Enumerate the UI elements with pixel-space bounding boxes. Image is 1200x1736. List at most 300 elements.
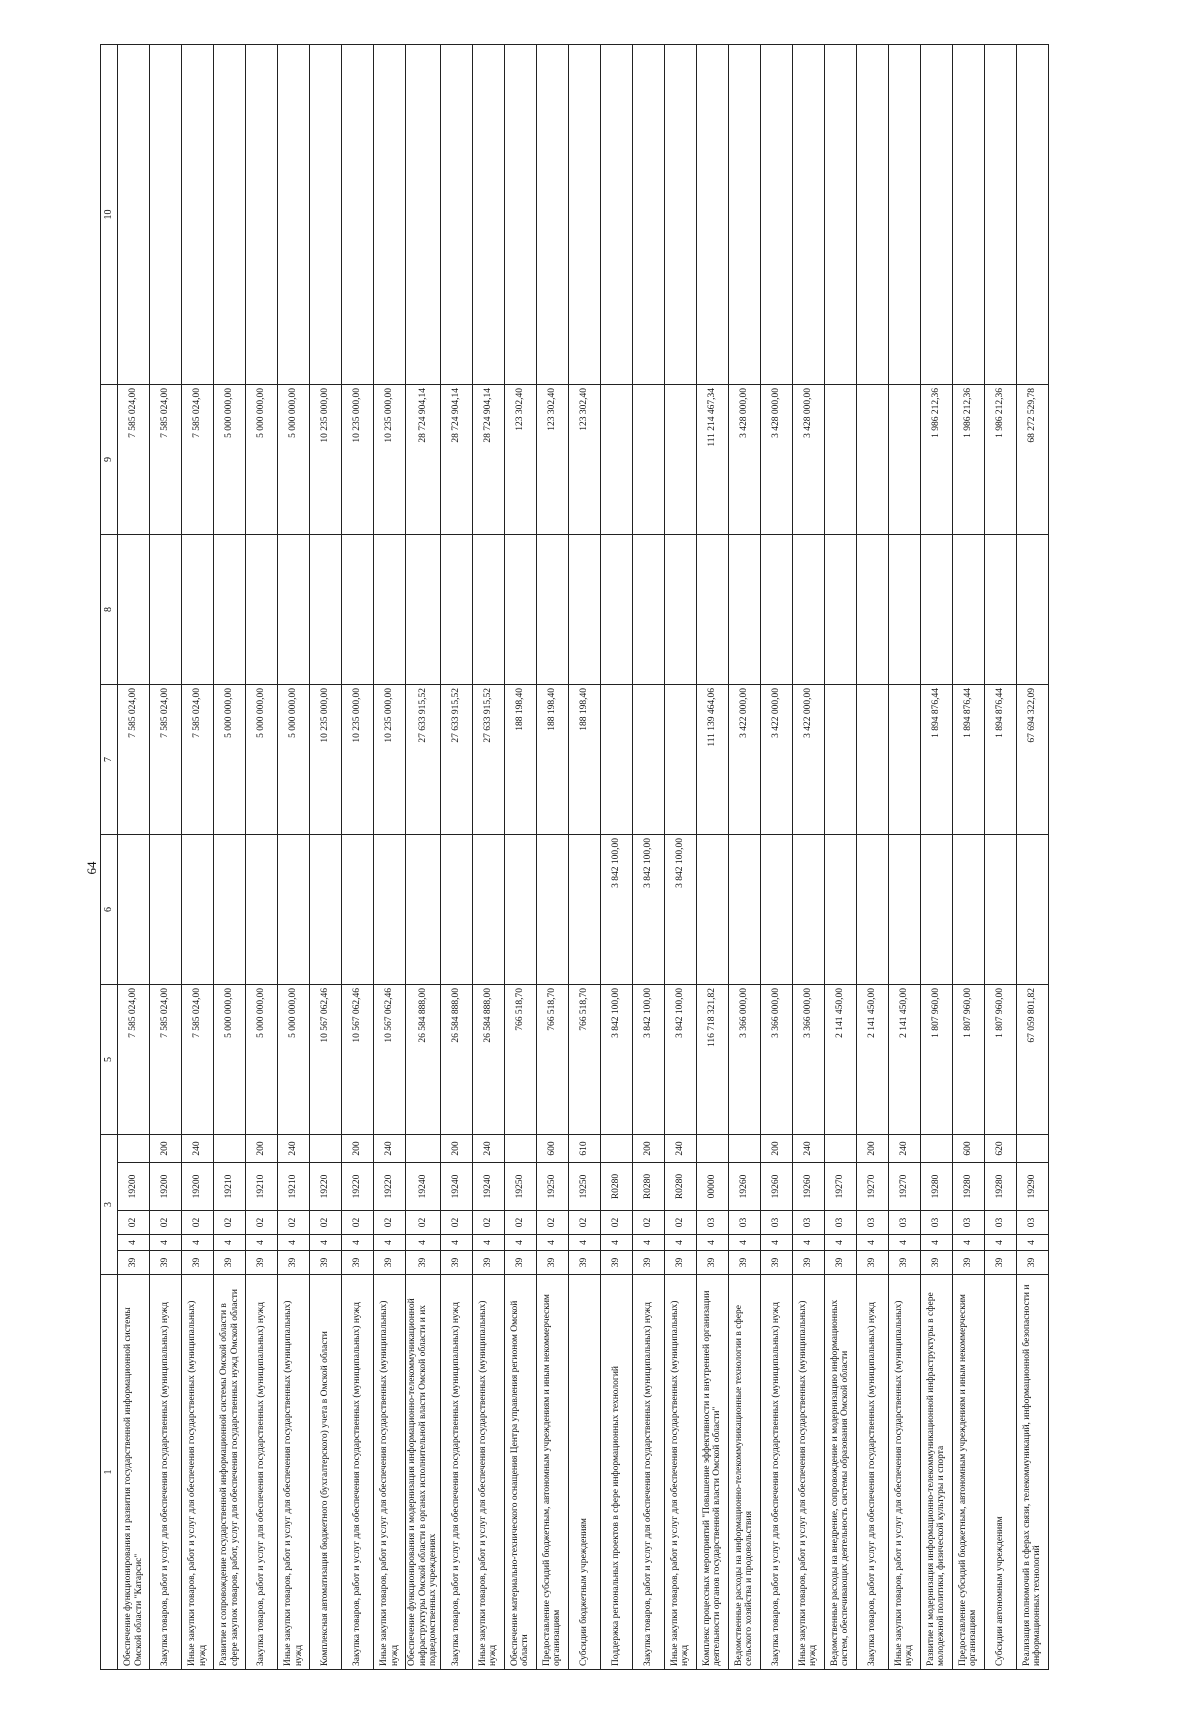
value-col6 [310, 834, 342, 984]
value-col9: 123 302,40 [568, 384, 600, 534]
value-col7: 1 894 876,44 [984, 684, 1016, 834]
value-col6 [536, 834, 568, 984]
value-col5: 10 567 062,46 [342, 984, 374, 1134]
table-row [856, 44, 888, 1669]
table-row [920, 44, 952, 1669]
table-row [600, 44, 632, 1669]
value-col10 [472, 44, 504, 384]
value-col7: 7 585 024,00 [118, 684, 150, 834]
value-col5: 26 584 888,00 [406, 984, 441, 1134]
code-direction: 19200 [182, 1163, 214, 1211]
code-direction: 19220 [374, 1163, 406, 1211]
value-col8 [696, 534, 728, 684]
col-header-10: 10 [101, 44, 118, 384]
value-col8 [246, 534, 278, 684]
code-kvsr: 39 [696, 1251, 728, 1275]
value-col7 [664, 684, 696, 834]
value-col5: 3 842 100,00 [664, 984, 696, 1134]
value-col10 [310, 44, 342, 384]
value-col7 [856, 684, 888, 834]
value-col6 [696, 834, 728, 984]
code-kvsr: 39 [214, 1251, 246, 1275]
code-expense-type [600, 1134, 632, 1162]
table-row [664, 44, 696, 1669]
value-col8 [278, 534, 310, 684]
table-row [888, 44, 920, 1669]
code-expense-type [920, 1134, 952, 1162]
value-col8 [824, 534, 856, 684]
value-col10 [952, 44, 984, 384]
row-name: Субсидии автономным учреждениям [984, 1275, 1016, 1670]
code-program: 4 [374, 1235, 406, 1251]
code-subprogram: 03 [792, 1211, 824, 1235]
value-col7: 1 894 876,44 [920, 684, 952, 834]
code-subprogram: 03 [728, 1211, 760, 1235]
value-col6 [504, 834, 536, 984]
col-header-6: 6 [101, 834, 118, 984]
value-col8 [632, 534, 664, 684]
code-program: 4 [888, 1235, 920, 1251]
code-subprogram: 02 [664, 1211, 696, 1235]
table-row [760, 44, 792, 1669]
value-col7: 111 139 464,06 [696, 684, 728, 834]
row-name: Закупка товаров, работ и услуг для обеспечения государственных (муниципальных) нужд [760, 1275, 792, 1670]
value-col8 [504, 534, 536, 684]
col-header-5: 5 [101, 984, 118, 1134]
value-col10 [150, 44, 182, 384]
value-col5: 10 567 062,46 [310, 984, 342, 1134]
code-kvsr: 39 [952, 1251, 984, 1275]
value-col5: 3 366 000,00 [728, 984, 760, 1134]
value-col5: 5 000 000,00 [246, 984, 278, 1134]
code-kvsr: 39 [856, 1251, 888, 1275]
value-col5: 5 000 000,00 [278, 984, 310, 1134]
table-row [728, 44, 760, 1669]
code-kvsr: 39 [920, 1251, 952, 1275]
code-program: 4 [310, 1235, 342, 1251]
value-col9 [824, 384, 856, 534]
value-col7: 188 198,40 [536, 684, 568, 834]
rotated-page [100, 45, 1176, 1670]
value-col9: 7 585 024,00 [118, 384, 150, 534]
code-kvsr: 39 [278, 1251, 310, 1275]
code-kvsr: 39 [342, 1251, 374, 1275]
code-program: 4 [214, 1235, 246, 1251]
value-col8 [856, 534, 888, 684]
value-col7: 7 585 024,00 [182, 684, 214, 834]
value-col5: 7 585 024,00 [118, 984, 150, 1134]
code-program: 4 [792, 1235, 824, 1251]
code-direction: 19240 [440, 1163, 472, 1211]
code-subprogram: 03 [984, 1211, 1016, 1235]
code-subprogram: 03 [952, 1211, 984, 1235]
code-kvsr: 39 [568, 1251, 600, 1275]
code-direction: 19280 [984, 1163, 1016, 1211]
value-col9 [664, 384, 696, 534]
value-col10 [536, 44, 568, 384]
value-col9: 7 585 024,00 [150, 384, 182, 534]
row-name: Поддержка региональных проектов в сфере информационных технологий [600, 1275, 632, 1670]
value-col7: 3 422 000,00 [760, 684, 792, 834]
code-program: 4 [150, 1235, 182, 1251]
value-col8 [182, 534, 214, 684]
col-header-8: 8 [101, 534, 118, 684]
code-direction: 19210 [246, 1163, 278, 1211]
value-col6 [406, 834, 441, 984]
code-program: 4 [664, 1235, 696, 1251]
code-program: 4 [246, 1235, 278, 1251]
table-row [310, 44, 342, 1669]
table-row [824, 44, 856, 1669]
code-direction: 19200 [118, 1163, 150, 1211]
value-col5: 7 585 024,00 [150, 984, 182, 1134]
code-program: 4 [600, 1235, 632, 1251]
code-kvsr: 39 [792, 1251, 824, 1275]
table-row [696, 44, 728, 1669]
code-expense-type: 200 [246, 1134, 278, 1162]
value-col5: 5 000 000,00 [214, 984, 246, 1134]
value-col6 [214, 834, 246, 984]
code-kvsr: 39 [246, 1251, 278, 1275]
row-name: Закупка товаров, работ и услуг для обеспечения государственных (муниципальных) нужд [246, 1275, 278, 1670]
code-subprogram: 02 [214, 1211, 246, 1235]
value-col8 [310, 534, 342, 684]
value-col6 [952, 834, 984, 984]
value-col9: 3 428 000,00 [792, 384, 824, 534]
code-direction: 19250 [568, 1163, 600, 1211]
value-col10 [760, 44, 792, 384]
row-name: Закупка товаров, работ и услуг для обеспечения государственных (муниципальных) нужд [856, 1275, 888, 1670]
table-row [472, 44, 504, 1669]
code-expense-type [310, 1134, 342, 1162]
value-col9: 5 000 000,00 [214, 384, 246, 534]
code-expense-type: 240 [664, 1134, 696, 1162]
value-col10 [342, 44, 374, 384]
row-name: Развитие и сопровождение государственной информационной системы Омской области в сфере закупок товаров, работ, услуг для обеспечения государственных нужд Омской области [214, 1275, 246, 1670]
value-col7: 5 000 000,00 [246, 684, 278, 834]
code-subprogram: 02 [342, 1211, 374, 1235]
row-name: Иные закупки товаров, работ и услуг для обеспечения государственных (муниципальных) нужд [792, 1275, 824, 1670]
value-col7 [824, 684, 856, 834]
row-name: Иные закупки товаров, работ и услуг для обеспечения государственных (муниципальных) нужд [374, 1275, 406, 1670]
code-subprogram: 02 [504, 1211, 536, 1235]
col-header-3: 3 [101, 1134, 118, 1274]
row-name: Субсидии бюджетным учреждениям [568, 1275, 600, 1670]
value-col8 [984, 534, 1016, 684]
table-row [150, 44, 182, 1669]
code-expense-type: 240 [792, 1134, 824, 1162]
code-kvsr: 39 [760, 1251, 792, 1275]
value-col8 [952, 534, 984, 684]
table-row [536, 44, 568, 1669]
code-kvsr: 39 [984, 1251, 1016, 1275]
value-col5: 3 842 100,00 [632, 984, 664, 1134]
value-col10 [182, 44, 214, 384]
code-subprogram: 02 [600, 1211, 632, 1235]
value-col9: 28 724 904,14 [472, 384, 504, 534]
value-col10 [664, 44, 696, 384]
code-expense-type: 620 [984, 1134, 1016, 1162]
code-program: 4 [504, 1235, 536, 1251]
code-expense-type: 240 [472, 1134, 504, 1162]
value-col9: 1 986 212,36 [984, 384, 1016, 534]
code-kvsr: 39 [728, 1251, 760, 1275]
code-kvsr: 39 [1016, 1251, 1048, 1275]
code-direction: 19220 [342, 1163, 374, 1211]
value-col6 [118, 834, 150, 984]
code-subprogram: 02 [310, 1211, 342, 1235]
value-col9: 1 986 212,36 [952, 384, 984, 534]
value-col7: 27 633 915,52 [406, 684, 441, 834]
value-col6 [888, 834, 920, 984]
value-col8 [150, 534, 182, 684]
col-header-1: 1 [101, 1275, 118, 1670]
table-row [984, 44, 1016, 1669]
value-col10 [920, 44, 952, 384]
value-col8 [536, 534, 568, 684]
code-subprogram: 02 [246, 1211, 278, 1235]
value-col6 [472, 834, 504, 984]
code-subprogram: 03 [1016, 1211, 1048, 1235]
code-program: 4 [760, 1235, 792, 1251]
code-subprogram: 03 [760, 1211, 792, 1235]
value-col8 [406, 534, 441, 684]
row-name: Обеспечение материально-технического оснащения Центра управления регионом Омской области [504, 1275, 536, 1670]
value-col8 [214, 534, 246, 684]
row-name: Реализация полномочий в сферах связи, телекоммуникаций, информационной безопасности и информационных технологий [1016, 1275, 1048, 1670]
table-row [214, 44, 246, 1669]
value-col10 [374, 44, 406, 384]
code-direction: R0280 [664, 1163, 696, 1211]
code-kvsr: 39 [504, 1251, 536, 1275]
code-subprogram: 02 [278, 1211, 310, 1235]
code-program: 4 [728, 1235, 760, 1251]
code-expense-type: 240 [888, 1134, 920, 1162]
value-col7: 188 198,40 [568, 684, 600, 834]
code-kvsr: 39 [472, 1251, 504, 1275]
code-subprogram: 03 [696, 1211, 728, 1235]
code-subprogram: 02 [374, 1211, 406, 1235]
code-subprogram: 02 [406, 1211, 441, 1235]
row-name: Развитие и модернизация информационно-телекоммуникационной инфраструктуры в сфере молодежной политики, физической культуры и спорта [920, 1275, 952, 1670]
row-name: Иные закупки товаров, работ и услуг для обеспечения государственных (муниципальных) нужд [888, 1275, 920, 1670]
value-col9: 123 302,40 [504, 384, 536, 534]
code-direction: 19250 [536, 1163, 568, 1211]
code-expense-type: 240 [182, 1134, 214, 1162]
value-col5: 2 141 450,00 [888, 984, 920, 1134]
code-kvsr: 39 [824, 1251, 856, 1275]
code-expense-type: 200 [440, 1134, 472, 1162]
code-expense-type: 200 [150, 1134, 182, 1162]
value-col6 [728, 834, 760, 984]
code-expense-type: 240 [374, 1134, 406, 1162]
code-direction: 19220 [310, 1163, 342, 1211]
value-col9 [888, 384, 920, 534]
code-program: 4 [696, 1235, 728, 1251]
table-rotor [100, 45, 1176, 1670]
row-name: Закупка товаров, работ и услуг для обеспечения государственных (муниципальных) нужд [342, 1275, 374, 1670]
code-direction: 19280 [952, 1163, 984, 1211]
code-program: 4 [278, 1235, 310, 1251]
table-row [952, 44, 984, 1669]
code-program: 4 [568, 1235, 600, 1251]
code-program: 4 [856, 1235, 888, 1251]
value-col10 [984, 44, 1016, 384]
row-name: Ведомственные расходы на внедрение, сопровождение и модернизацию информационных систем, обеспечивающих деятельность системы образования Омской области [824, 1275, 856, 1670]
budget-table [100, 44, 1049, 1670]
value-col6 [246, 834, 278, 984]
code-direction: 19210 [278, 1163, 310, 1211]
value-col5: 2 141 450,00 [824, 984, 856, 1134]
code-expense-type: 600 [536, 1134, 568, 1162]
value-col9: 3 428 000,00 [728, 384, 760, 534]
value-col9: 7 585 024,00 [182, 384, 214, 534]
table-row [440, 44, 472, 1669]
table-row [118, 44, 150, 1669]
row-name: Предоставление субсидий бюджетным, автономным учреждениям и иным некоммерческим организациям [536, 1275, 568, 1670]
value-col8 [374, 534, 406, 684]
table-row [1016, 44, 1048, 1669]
value-col5: 1 807 960,00 [952, 984, 984, 1134]
code-kvsr: 39 [664, 1251, 696, 1275]
value-col7: 1 894 876,44 [952, 684, 984, 834]
value-col10 [214, 44, 246, 384]
value-col5: 26 584 888,00 [440, 984, 472, 1134]
value-col6 [984, 834, 1016, 984]
code-direction: 19260 [760, 1163, 792, 1211]
code-direction: 19260 [728, 1163, 760, 1211]
code-direction: 19240 [406, 1163, 441, 1211]
value-col10 [792, 44, 824, 384]
value-col5: 10 567 062,46 [374, 984, 406, 1134]
value-col8 [118, 534, 150, 684]
value-col9: 111 214 467,34 [696, 384, 728, 534]
value-col6 [568, 834, 600, 984]
value-col7: 10 235 000,00 [342, 684, 374, 834]
value-col10 [600, 44, 632, 384]
value-col5: 3 366 000,00 [760, 984, 792, 1134]
value-col10 [888, 44, 920, 384]
code-expense-type [728, 1134, 760, 1162]
code-expense-type [406, 1134, 441, 1162]
value-col6: 3 842 100,00 [600, 834, 632, 984]
value-col7: 10 235 000,00 [374, 684, 406, 834]
value-col7: 27 633 915,52 [472, 684, 504, 834]
value-col10 [824, 44, 856, 384]
row-name: Обеспечение функционирования и модернизация информационно-телекоммуникационной инфраструктуры Омской области в органах исполнительной власти Омской области и их подведомственных учреждениях [406, 1275, 441, 1670]
value-col6 [760, 834, 792, 984]
value-col10 [440, 44, 472, 384]
code-expense-type [504, 1134, 536, 1162]
code-kvsr: 39 [406, 1251, 441, 1275]
code-expense-type [118, 1134, 150, 1162]
code-direction: 19270 [888, 1163, 920, 1211]
value-col6: 3 842 100,00 [632, 834, 664, 984]
row-name: Предоставление субсидий бюджетным, автономным учреждениям и иным некоммерческим организациям [952, 1275, 984, 1670]
value-col5: 116 718 321,82 [696, 984, 728, 1134]
value-col9: 28 724 904,14 [440, 384, 472, 534]
value-col5: 766 518,70 [536, 984, 568, 1134]
code-subprogram: 02 [150, 1211, 182, 1235]
code-subprogram: 02 [536, 1211, 568, 1235]
row-name: Закупка товаров, работ и услуг для обеспечения государственных (муниципальных) нужд [440, 1275, 472, 1670]
code-program: 4 [118, 1235, 150, 1251]
code-direction: 19250 [504, 1163, 536, 1211]
value-col5: 2 141 450,00 [856, 984, 888, 1134]
value-col5: 67 059 801,82 [1016, 984, 1048, 1134]
value-col7 [600, 684, 632, 834]
table-row [632, 44, 664, 1669]
value-col5: 3 366 000,00 [792, 984, 824, 1134]
value-col7: 10 235 000,00 [310, 684, 342, 834]
value-col9 [632, 384, 664, 534]
code-kvsr: 39 [888, 1251, 920, 1275]
col-header-7: 7 [101, 684, 118, 834]
table-row [568, 44, 600, 1669]
value-col6: 3 842 100,00 [664, 834, 696, 984]
value-col8 [440, 534, 472, 684]
code-expense-type: 600 [952, 1134, 984, 1162]
code-expense-type [824, 1134, 856, 1162]
code-subprogram: 02 [118, 1211, 150, 1235]
code-expense-type [1016, 1134, 1048, 1162]
value-col9: 10 235 000,00 [374, 384, 406, 534]
value-col7: 5 000 000,00 [214, 684, 246, 834]
code-kvsr: 39 [600, 1251, 632, 1275]
code-direction: 19280 [920, 1163, 952, 1211]
table-body [118, 44, 1049, 1669]
code-program: 4 [824, 1235, 856, 1251]
code-subprogram: 02 [632, 1211, 664, 1235]
value-col5: 766 518,70 [568, 984, 600, 1134]
col-header-9: 9 [101, 384, 118, 534]
code-kvsr: 39 [374, 1251, 406, 1275]
code-program: 4 [632, 1235, 664, 1251]
row-name: Иные закупки товаров, работ и услуг для обеспечения государственных (муниципальных) нужд [472, 1275, 504, 1670]
value-col6 [920, 834, 952, 984]
code-program: 4 [536, 1235, 568, 1251]
value-col8 [888, 534, 920, 684]
value-col6 [182, 834, 214, 984]
value-col8 [728, 534, 760, 684]
code-expense-type: 610 [568, 1134, 600, 1162]
value-col10 [856, 44, 888, 384]
table-row [792, 44, 824, 1669]
row-name: Закупка товаров, работ и услуг для обеспечения государственных (муниципальных) нужд [150, 1275, 182, 1670]
value-col7: 7 585 024,00 [150, 684, 182, 834]
code-program: 4 [472, 1235, 504, 1251]
row-name: Комплекс процессных мероприятий "Повышение эффективности и внутренней организации деятельности органов государственной власти Омской области" [696, 1275, 728, 1670]
value-col8 [792, 534, 824, 684]
value-col5: 3 842 100,00 [600, 984, 632, 1134]
code-kvsr: 39 [310, 1251, 342, 1275]
code-kvsr: 39 [632, 1251, 664, 1275]
value-col6 [440, 834, 472, 984]
value-col6 [1016, 834, 1048, 984]
value-col9: 10 235 000,00 [342, 384, 374, 534]
value-col5: 26 584 888,00 [472, 984, 504, 1134]
code-program: 4 [1016, 1235, 1048, 1251]
row-name: Закупка товаров, работ и услуг для обеспечения государственных (муниципальных) нужд [632, 1275, 664, 1670]
value-col7: 3 422 000,00 [728, 684, 760, 834]
value-col7: 67 694 322,09 [1016, 684, 1048, 834]
value-col9 [856, 384, 888, 534]
code-program: 4 [920, 1235, 952, 1251]
value-col10 [728, 44, 760, 384]
value-col8 [568, 534, 600, 684]
code-direction: 19240 [472, 1163, 504, 1211]
table-row [278, 44, 310, 1669]
